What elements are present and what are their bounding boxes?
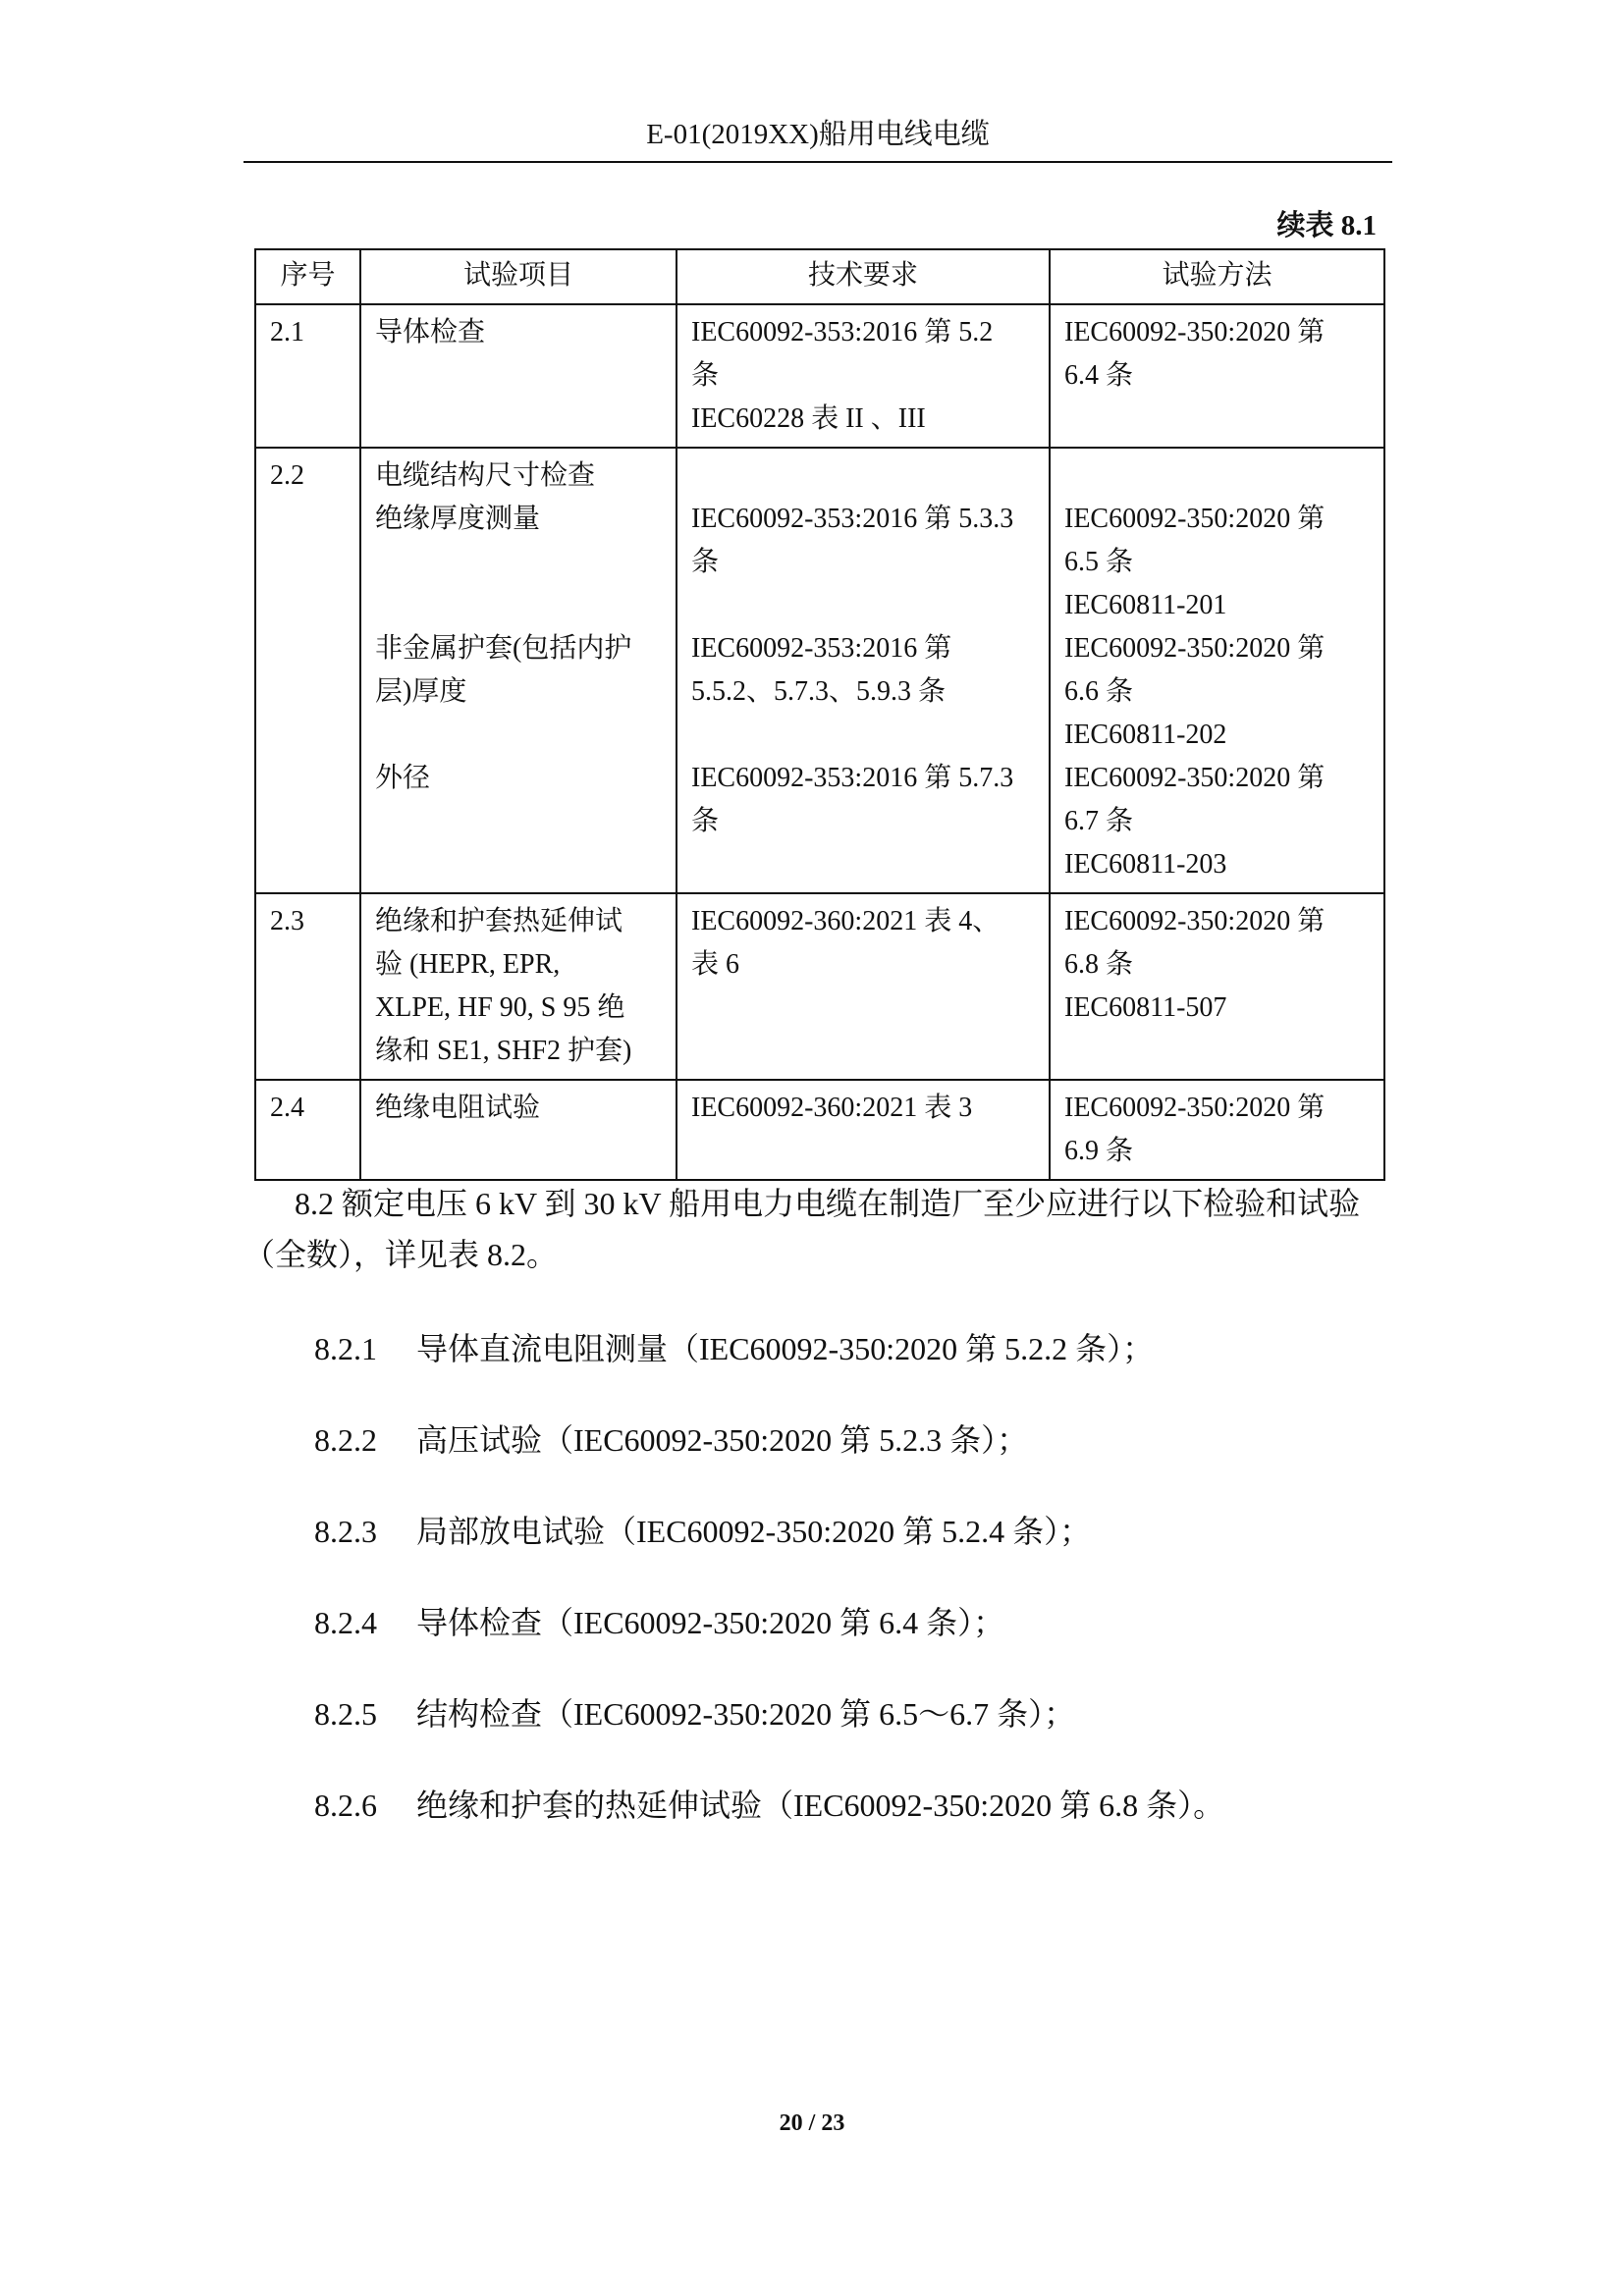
cell-line: IEC60092-353:2016 第 5.3.3 [691,504,1014,534]
cell-line: 层)厚度 [375,676,467,707]
cell-line [375,541,662,584]
list-item-text: 局部放电试验（IEC60092-350:2020 第 5.2.4 条）； [416,1514,1092,1549]
cell-method [1050,893,1384,1080]
cell-line: 6.8 条 [1064,949,1134,980]
cell-line: 缘和 SE1, SHF2 护套) [375,1036,632,1066]
list-item-number: 8.2.1 [314,1331,377,1366]
cell-line: IEC60811-203 [1064,849,1227,880]
list-item-text: 高压试验（IEC60092-350:2020 第 5.2.3 条）； [416,1422,1029,1458]
cell-method [1050,304,1384,448]
list-item [314,1418,1384,1462]
cell-line: IEC60092-360:2021 表 3 [691,1093,973,1123]
cell-line: 外径 [375,763,431,793]
cell-line: IEC60811-507 [1064,992,1227,1023]
table-row [255,448,1384,893]
cell-line: 条 [691,360,720,391]
cell-line [691,584,1035,627]
cell-line: 6.7 条 [1064,806,1134,836]
list-item [314,1601,1384,1644]
column-header-item: 试验项目 [360,249,677,304]
list-item-text: 结构检查（IEC60092-350:2020 第 6.5～6.7 条）； [416,1696,1076,1732]
cell-line: IEC60092-353:2016 第 5.2 [691,317,994,347]
cell-line: 绝缘厚度测量 [375,504,541,534]
column-header-no: 序号 [255,249,360,304]
cell-line: 条 [691,547,720,577]
cell-line: 绝缘和护套热延伸试 [375,906,623,936]
cell-line: IEC60811-202 [1064,720,1227,750]
list-item-text: 导体直流电阻测量（IEC60092-350:2020 第 5.2.2 条）； [416,1331,1155,1366]
cell-line [691,454,1035,498]
header-divider [244,161,1392,163]
cell-requirement [677,893,1050,1080]
list-item [314,1784,1384,1827]
list-item [314,1510,1384,1553]
cell-method [1050,448,1384,893]
cell-line: XLPE, HF 90, S 95 绝 [375,992,625,1023]
cell-line [1064,454,1370,498]
cell-item [360,304,677,448]
list-item [314,1327,1384,1370]
cell-requirement [677,448,1050,893]
cell-line: 绝缘电阻试验 [375,1093,541,1123]
list-item-text: 导体检查（IEC60092-350:2020 第 6.4 条）； [416,1605,1005,1640]
cell-line: IEC60092-360:2021 表 4、 [691,906,1001,936]
cell-line: 6.6 条 [1064,676,1134,707]
cell-line: 验 (HEPR, EPR, [375,949,561,980]
list-item-number: 8.2.4 [314,1605,377,1640]
table-header-row [255,249,1384,304]
cell-item [360,893,677,1080]
section-8-2-intro: 8.2 额定电压 6 kV 到 30 kV 船用电力电缆在制造厂至少应进行以下检验和试验（全数），详见表 8.2。 [244,1186,1361,1272]
cell-line: IEC60092-350:2020 第 [1064,317,1326,347]
column-header-requirement: 技术要求 [677,249,1050,304]
list-item-number: 8.2.6 [314,1788,377,1823]
table-caption: 续表 8.1 [1276,210,1377,241]
cell-line: IEC60092-353:2016 第 5.7.3 [691,763,1014,793]
page-header-title: E-01(2019XX)船用电线电缆 [646,119,990,150]
cell-line [691,714,1035,757]
cell-no: 2.4 [255,1080,360,1180]
cell-method [1050,1080,1384,1180]
cell-line: 电缆结构尺寸检查 [375,460,596,491]
cell-line: 6.4 条 [1064,360,1134,391]
cell-no: 2.2 [255,448,360,893]
table-row [255,1080,1384,1180]
cell-line [375,584,662,627]
cell-line: 6.9 条 [1064,1136,1134,1166]
cell-line: IEC60092-353:2016 第 [691,633,952,664]
table-row [255,893,1384,1080]
cell-line: 条 [691,806,720,836]
list-item-number: 8.2.2 [314,1422,377,1458]
cell-requirement [677,1080,1050,1180]
cell-no: 2.1 [255,304,360,448]
cell-line: IEC60811-201 [1064,590,1227,620]
cell-line: 5.5.2、5.7.3、5.9.3 条 [691,676,947,707]
list-item-text: 绝缘和护套的热延伸试验（IEC60092-350:2020 第 6.8 条）。 [416,1788,1225,1823]
cell-item [360,1080,677,1180]
cell-line: 6.5 条 [1064,547,1134,577]
cell-requirement [677,304,1050,448]
cell-line [375,714,662,757]
cell-line: 表 6 [691,949,740,980]
cell-line: IEC60092-350:2020 第 [1064,504,1326,534]
cell-line: IEC60092-350:2020 第 [1064,763,1326,793]
cell-line: IEC60092-350:2020 第 [1064,906,1326,936]
list-item-number: 8.2.5 [314,1696,377,1732]
column-header-method: 试验方法 [1050,249,1384,304]
cell-line: IEC60092-350:2020 第 [1064,633,1326,664]
cell-item [360,448,677,893]
list-item [314,1692,1384,1735]
list-item-number: 8.2.3 [314,1514,377,1549]
cell-line: 导体检查 [375,317,486,347]
cell-no: 2.3 [255,893,360,1080]
cell-line: IEC60228 表 II 、III [691,403,926,434]
table-row [255,304,1384,448]
test-spec-table [254,248,1385,1181]
page-number: 20 / 23 [779,2110,845,2136]
cell-line: 非金属护套(包括内护 [375,633,632,664]
cell-line: IEC60092-350:2020 第 [1064,1093,1326,1123]
